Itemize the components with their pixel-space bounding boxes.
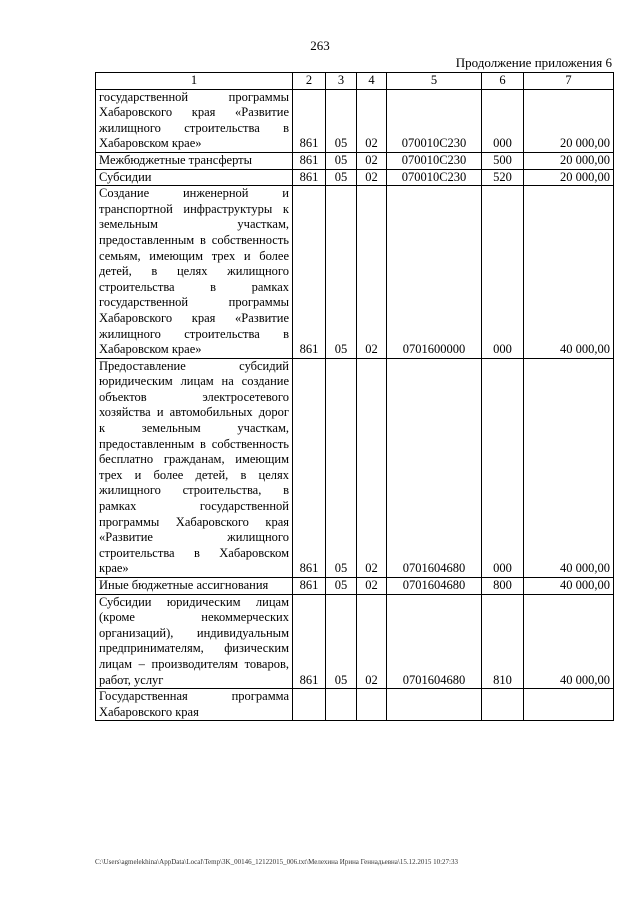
page-number: 263 bbox=[310, 38, 330, 53]
cell-amount: 40 000,00 bbox=[524, 186, 614, 359]
table-row bbox=[96, 689, 614, 721]
table-row bbox=[96, 358, 614, 577]
row-name: государственной программы Хабаровского края «Развитие жилищного строительства в Хабаровском крае» bbox=[96, 89, 293, 152]
cell-grbs: 861 bbox=[293, 594, 326, 689]
cell-subsection bbox=[357, 689, 387, 721]
cell-amount bbox=[524, 689, 614, 721]
continuation-note: Продолжение приложения 6 bbox=[455, 55, 612, 70]
cell-grbs: 861 bbox=[293, 152, 326, 169]
cell-expense-type: 800 bbox=[482, 578, 524, 595]
table-row bbox=[96, 169, 614, 186]
cell-section: 05 bbox=[326, 169, 357, 186]
cell-section: 05 bbox=[326, 578, 357, 595]
column-header: 5 bbox=[387, 73, 482, 90]
cell-grbs: 861 bbox=[293, 578, 326, 595]
cell-subsection: 02 bbox=[357, 578, 387, 595]
table-row bbox=[96, 89, 614, 152]
table-row bbox=[96, 594, 614, 689]
cell-expense-type: 520 bbox=[482, 169, 524, 186]
column-header: 4 bbox=[357, 73, 387, 90]
cell-target-code: 0701604680 bbox=[387, 358, 482, 577]
cell-amount: 20 000,00 bbox=[524, 169, 614, 186]
cell-expense-type: 000 bbox=[482, 358, 524, 577]
cell-subsection: 02 bbox=[357, 594, 387, 689]
cell-target-code: 070010С230 bbox=[387, 169, 482, 186]
row-name: Субсидии юридическим лицам (кроме некоммерческих организаций), индивидуальным предпринимателям, физическим лицам – производителям товаров, работ, услуг bbox=[96, 594, 293, 689]
cell-section: 05 bbox=[326, 186, 357, 359]
cell-expense-type: 000 bbox=[482, 89, 524, 152]
cell-target-code: 0701604680 bbox=[387, 578, 482, 595]
cell-amount: 20 000,00 bbox=[524, 152, 614, 169]
row-name: Иные бюджетные ассигнования bbox=[96, 578, 293, 595]
cell-expense-type bbox=[482, 689, 524, 721]
cell-target-code: 0701604680 bbox=[387, 594, 482, 689]
file-path-footer: C:\Users\agmelekhina\AppData\Local\Temp\3K_00146_12122015_006.txt\Мелехина Ирина Геннадьевна\15.12.2015 10:27:33 bbox=[95, 858, 458, 866]
cell-section: 05 bbox=[326, 89, 357, 152]
cell-expense-type: 500 bbox=[482, 152, 524, 169]
row-name: Создание инженерной и транспортной инфраструктуры к земельным участкам, предоставленным в собственность семьям, имеющим трех и более детей, в целях жилищного строительства в рамках государственной программы Хабаровского края «Развитие жилищного строительства в Хабаровском крае» bbox=[96, 186, 293, 359]
cell-target-code: 0701600000 bbox=[387, 186, 482, 359]
cell-amount: 20 000,00 bbox=[524, 89, 614, 152]
cell-expense-type: 000 bbox=[482, 186, 524, 359]
column-header: 7 bbox=[524, 73, 614, 90]
cell-amount: 40 000,00 bbox=[524, 594, 614, 689]
cell-subsection: 02 bbox=[357, 169, 387, 186]
cell-grbs: 861 bbox=[293, 186, 326, 359]
column-header: 3 bbox=[326, 73, 357, 90]
row-name: Межбюджетные трансферты bbox=[96, 152, 293, 169]
cell-section bbox=[326, 689, 357, 721]
cell-section: 05 bbox=[326, 594, 357, 689]
row-name: Субсидии bbox=[96, 169, 293, 186]
cell-amount: 40 000,00 bbox=[524, 578, 614, 595]
table-row bbox=[96, 152, 614, 169]
cell-expense-type: 810 bbox=[482, 594, 524, 689]
cell-subsection: 02 bbox=[357, 89, 387, 152]
column-header: 6 bbox=[482, 73, 524, 90]
column-header: 2 bbox=[293, 73, 326, 90]
cell-target-code: 070010С230 bbox=[387, 89, 482, 152]
cell-subsection: 02 bbox=[357, 152, 387, 169]
row-name: Государственная программа Хабаровского края bbox=[96, 689, 293, 721]
table-row bbox=[96, 578, 614, 595]
cell-grbs bbox=[293, 689, 326, 721]
cell-amount: 40 000,00 bbox=[524, 358, 614, 577]
budget-table bbox=[95, 72, 614, 721]
cell-target-code bbox=[387, 689, 482, 721]
cell-subsection: 02 bbox=[357, 358, 387, 577]
table-row bbox=[96, 186, 614, 359]
cell-grbs: 861 bbox=[293, 89, 326, 152]
cell-grbs: 861 bbox=[293, 169, 326, 186]
cell-subsection: 02 bbox=[357, 186, 387, 359]
cell-section: 05 bbox=[326, 358, 357, 577]
row-name: Предоставление субсидий юридическим лицам на создание объектов электросетевого хозяйства и автомобильных дорог к земельным участкам, предоставленным в собственность бесплатно гражданам, имеющим трех и более детей, в целях жилищного строительства, в рамках государственной программы Хабаровского края «Развитие жилищного строительства в Хабаровском крае» bbox=[96, 358, 293, 577]
cell-grbs: 861 bbox=[293, 358, 326, 577]
column-header: 1 bbox=[96, 73, 293, 90]
cell-target-code: 070010С230 bbox=[387, 152, 482, 169]
header-row bbox=[96, 73, 614, 90]
cell-section: 05 bbox=[326, 152, 357, 169]
